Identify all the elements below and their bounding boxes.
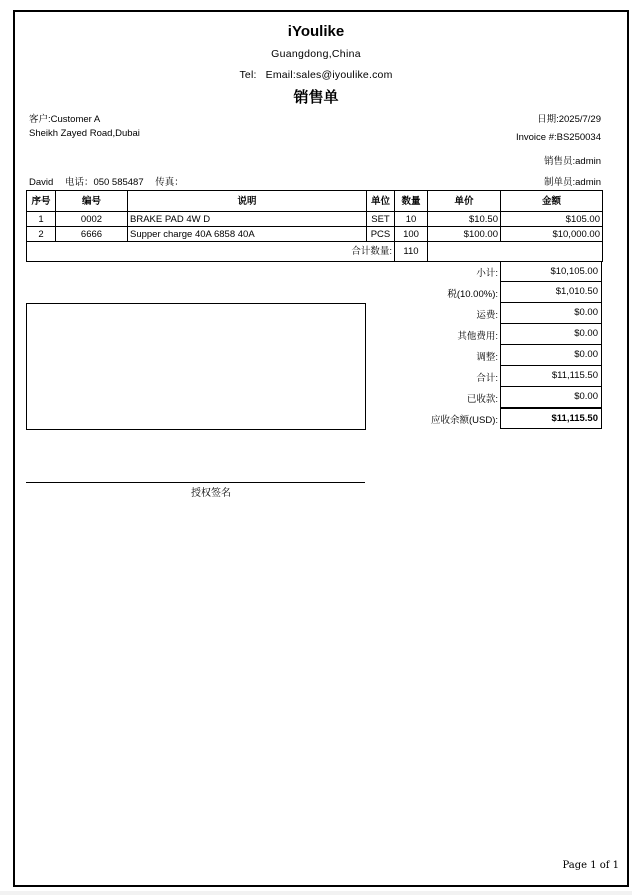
customer-address: Sheikh Zayed Road,Dubai xyxy=(29,128,140,139)
summary-received xyxy=(380,387,602,408)
document-title: 销售单 xyxy=(293,89,339,106)
summary-value: $0.00 xyxy=(500,387,602,408)
summary-other-fees xyxy=(380,324,602,345)
total-qty-row xyxy=(27,242,603,262)
items-table xyxy=(26,190,603,262)
col-header-unit: 单位 xyxy=(367,191,395,212)
invoice-date: 日期:2025/7/29 xyxy=(537,114,601,125)
contact-phone: 电话：050 585487 xyxy=(64,177,144,188)
row-code: 0002 xyxy=(56,212,128,227)
summary-shipping xyxy=(380,303,602,324)
preparer: 制单员:admin xyxy=(543,177,601,188)
col-header-amount: 金额 xyxy=(501,191,603,212)
summary-value: $11,115.50 xyxy=(500,408,602,429)
company-name: iYoulike xyxy=(287,23,345,40)
salesperson: 销售员:admin xyxy=(543,156,601,167)
signature-label: 授权签名 xyxy=(191,488,231,499)
total-qty-filler xyxy=(428,242,603,262)
summary-label: 运费: xyxy=(476,310,498,321)
total-qty-label: 合计数量: xyxy=(27,242,395,262)
row-price: $10.50 xyxy=(428,212,501,227)
page-number: Page 1 of 1 xyxy=(562,860,619,871)
invoice-number: Invoice #:BS250034 xyxy=(515,132,601,143)
row-no: 1 xyxy=(27,212,56,227)
summary-total xyxy=(380,366,602,387)
table-row xyxy=(27,212,603,227)
notes-box xyxy=(26,303,366,430)
row-amount: $105.00 xyxy=(501,212,603,227)
summary-value: $0.00 xyxy=(500,303,602,324)
row-unit: SET xyxy=(367,212,395,227)
summary-balance-due xyxy=(380,408,602,429)
summary-value: $0.00 xyxy=(500,324,602,345)
row-code: 6666 xyxy=(56,227,128,242)
col-header-code: 编号 xyxy=(56,191,128,212)
col-header-no: 序号 xyxy=(27,191,56,212)
summary-label: 已收款: xyxy=(466,394,498,405)
summary-label: 应收余额(USD): xyxy=(430,415,498,426)
summary-label: 小计: xyxy=(476,268,498,279)
row-amount: $10,000.00 xyxy=(501,227,603,242)
company-contact xyxy=(0,69,632,81)
row-qty: 10 xyxy=(395,212,428,227)
row-desc: Supper charge 40A 6858 40A xyxy=(128,227,367,242)
summary-label: 税(10.00%): xyxy=(447,289,498,300)
customer-contact xyxy=(29,174,184,188)
contact-fax: 传真： xyxy=(155,177,184,188)
company-email: Email:sales@iyoulike.com xyxy=(265,69,393,81)
col-header-desc: 说明 xyxy=(128,191,367,212)
customer-name: 客户:Customer A xyxy=(29,114,101,125)
summary-label: 其他费用: xyxy=(457,331,498,342)
table-header-row xyxy=(27,191,603,212)
summary-value: $0.00 xyxy=(500,345,602,366)
row-unit: PCS xyxy=(367,227,395,242)
row-qty: 100 xyxy=(395,227,428,242)
summary-adjustment xyxy=(380,345,602,366)
summary-value: $1,010.50 xyxy=(500,282,602,303)
summary-value: $11,115.50 xyxy=(500,366,602,387)
signature-line xyxy=(26,482,365,483)
company-address: Guangdong,China xyxy=(271,48,361,60)
col-header-qty: 数量 xyxy=(395,191,428,212)
row-no: 2 xyxy=(27,227,56,242)
summary-label: 合计: xyxy=(476,373,498,384)
summary-tax xyxy=(380,282,602,303)
row-desc: BRAKE PAD 4W D xyxy=(128,212,367,227)
row-price: $100.00 xyxy=(428,227,501,242)
total-qty-value: 110 xyxy=(395,242,428,262)
table-row xyxy=(27,227,603,242)
summary-value: $10,105.00 xyxy=(500,261,602,282)
contact-name: David xyxy=(29,177,54,188)
summary-label: 调整: xyxy=(476,352,498,363)
tel-label: Tel: xyxy=(239,69,257,81)
col-header-price: 单价 xyxy=(428,191,501,212)
summary-subtotal xyxy=(380,261,602,282)
